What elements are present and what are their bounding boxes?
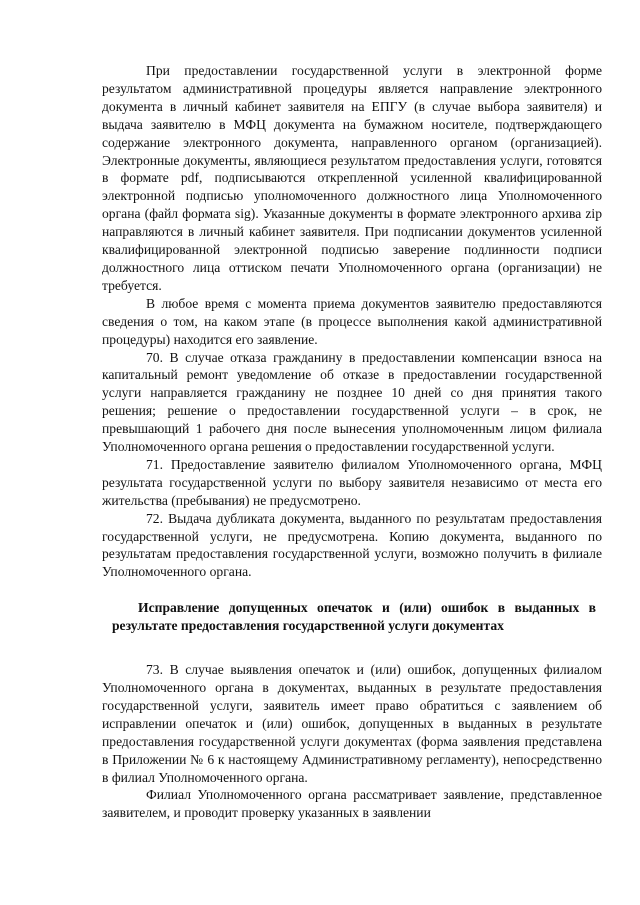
paragraph-70: 70. В случае отказа гражданину в предоставлении компенсации взноса на капитальный ремонт уведомление об отказе в предоставлении государственной услуги направляется гражданину не позднее 10 дней со дня принятия такого решения; решение о предоставлении государственной услуги – в срок, не превышающий 1 рабочего дня после вынесения уполномоченным лицом филиала Уполномоченного органа решения о предоставлении государственной услуги. bbox=[102, 349, 602, 455]
paragraph-branch-review: Филиал Уполномоченного органа рассматривает заявление, представленное заявителем, и проводит проверку указанных в заявлении bbox=[102, 787, 602, 821]
section-heading: Исправление допущенных опечаток и (или) ошибок в выданных в результате предоставления государственной услуги документах bbox=[112, 600, 596, 634]
paragraph-72: 72. Выдача дубликата документа, выданного по результатам предоставления государственной услуги, не предусмотрена. Копию документа, выданного по результатам предоставления государственной услуги, возможно получить в филиале Уполномоченного органа. bbox=[102, 510, 602, 580]
spacer bbox=[102, 635, 602, 661]
paragraph-73: 73. В случае выявления опечаток и (или) ошибок, допущенных филиалом Уполномоченного органа в документах, выданных в результате предоставления государственной услуги, заявитель имеет право обратиться с заявлением об исправлении опечаток и (или) ошибок, допущенных в выданных в результате предоставления государственной услуги документах (форма заявления представлена в Приложении № 6 к настоящему Административному регламенту), непосредственно в филиал Уполномоченного органа. bbox=[102, 662, 602, 785]
paragraph-electronic-result: При предоставлении государственной услуги в электронной форме результатом административной процедуры является направление электронного документа в личный кабинет заявителя на ЕПГУ (в случае выбора заявителя) и выдача заявителю в МФЦ документа на бумажном носителе, подтверждающего содержание электронного документа, направленного органом (организацией). Электронные документы, являющиеся результатом предоставления услуги, готовятся в формате pdf, подписываются открепленной усиленной квалифицированной электронной подписью уполномоченного должностного лица Уполномоченного органа (файл формата sig). Указанные документы в формате электронного архива zip направляются в личный кабинет заявителя. При подписании документов усиленной квалифицированной электронной подписью заверение подлинности подписи должностного лица оттиском печати Уполномоченного органа (организации) не требуется. bbox=[102, 63, 602, 293]
paragraph-71: 71. Предоставление заявителю филиалом Уполномоченного органа, МФЦ результата государственной услуги по выбору заявителя независимо от места его жительства (пребывания) не предусмотрено. bbox=[102, 456, 602, 508]
paragraph-status-info: В любое время с момента приема документов заявителю предоставляются сведения о том, на каком этапе (в процессе выполнения какой административной процедуры) находится его заявление. bbox=[102, 295, 602, 347]
spacer bbox=[102, 581, 602, 599]
